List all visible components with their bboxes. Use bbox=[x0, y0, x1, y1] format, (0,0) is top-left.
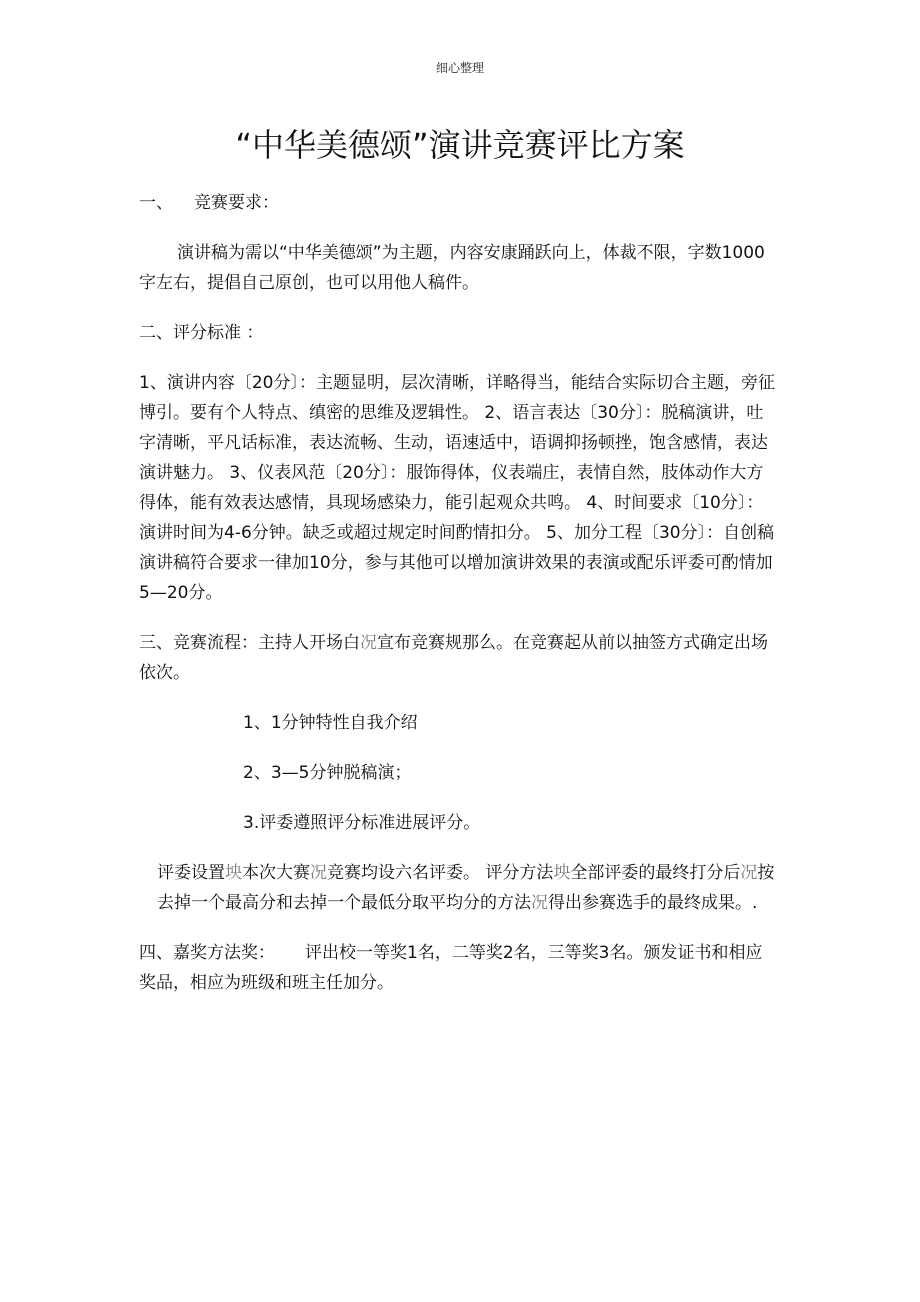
judges-part2: 本次大赛 bbox=[242, 863, 310, 883]
section4-text: 评出校一等奖1名，二等奖2名，三等奖3名。颁发证书和相应奖品，相应为班级和班主任加分。 bbox=[139, 943, 763, 993]
section1-heading bbox=[139, 188, 779, 218]
header-note: 细心整理 bbox=[435, 61, 484, 75]
judges-part6: 得出参赛选手的最终成果。. bbox=[548, 893, 758, 913]
judges-part5: 按去掉一个最高分和去掉一个最低分取平均分的方法 bbox=[157, 863, 775, 913]
judges-part4: 全部评委的最终打分后 bbox=[570, 863, 741, 883]
section1-paragraph: 演讲稿为需以“中华美德颂”为主题，内容安康踊跃向上，体裁不限，字数1000字左右，提倡自己原创，也可以用他人稿件。 bbox=[139, 243, 765, 293]
section1-number: 一、 bbox=[139, 193, 173, 213]
process-item-1: 1、1分钟特性自我介绍 bbox=[243, 713, 418, 733]
judges-faint1: 坱 bbox=[225, 863, 242, 883]
section2-paragraph: 1、演讲内容〔20分〕：主题显明，层次清晰，详略得当，能结合实际切合主题，旁征博引。要有个人特点、缜密的思维及逻辑性。 2、语言表达〔30分〕：脱稿演讲，吐字清晰，平凡话标准，表达流畅、生动，语速适中，语调抑扬顿挫，饱含感情，表达演讲魅力。 3、仪表风范〔20分〕：服饰得体，仪表端庄，表情自然，肢体动作大方得体，能有效表达感情，具现场感染力，能引起观众共鸣。 4、时间要求〔10分〕：演讲时间为4-6分钟。缺乏或超过规定时间酌情扣分。 5、加分工程〔30分〕：自创稿演讲稿符合要求一律加10分，参与其他可以增加演讲效果的表演或配乐评委可酌情加5—20分。 bbox=[139, 373, 775, 603]
section3-heading-a: 三、竞赛流程：主持人开场白 bbox=[139, 633, 360, 653]
judges-faint4: 况 bbox=[740, 863, 758, 883]
judges-paragraph bbox=[139, 858, 779, 918]
judges-faint5: 况 bbox=[531, 893, 548, 913]
judges-part3: 竞赛均设六名评委。 评分方法 bbox=[327, 863, 554, 883]
judges-part1: 评委设置 bbox=[157, 863, 225, 883]
judges-faint3: 坱 bbox=[553, 863, 571, 883]
section4-paragraph bbox=[139, 938, 779, 998]
process-item-3: 3.评委遵照评分标准进展评分。 bbox=[243, 813, 481, 833]
section4-heading: 四、嘉奖方法奖： bbox=[139, 943, 275, 963]
section3-heading-b: 宣布竞赛规那么。在竞赛起从前以抽签方式确定出场依次。 bbox=[139, 633, 768, 683]
section3-heading bbox=[139, 628, 779, 688]
process-item-2: 2、3—5分钟脱稿演； bbox=[243, 763, 412, 783]
document-body bbox=[139, 188, 779, 998]
judges-faint2: 况 bbox=[310, 863, 327, 883]
section3-faint-char: 况 bbox=[360, 633, 377, 653]
section2-heading: 二、评分标准 ： bbox=[139, 323, 264, 343]
document-title: “中华美德颂”演讲竞赛评比方案 bbox=[235, 126, 685, 164]
section1-heading-text: 竞赛要求： bbox=[194, 193, 279, 213]
